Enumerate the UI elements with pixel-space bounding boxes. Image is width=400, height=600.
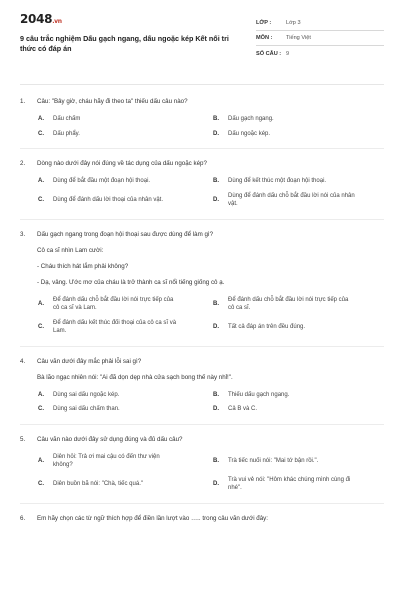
option-c[interactable]	[38, 192, 209, 209]
option-text: Dùng sai dấu ngoặc kép.	[53, 391, 120, 398]
question-number: 2.	[20, 160, 26, 167]
answer-options	[20, 391, 384, 414]
option-key: D.	[213, 130, 219, 137]
question-passage-line: Cô ca sĩ nhìn Lam cười:	[37, 246, 104, 254]
option-key: A.	[38, 300, 44, 307]
question-text: Câu: "Bây giờ, cháu hãy đi theo ta" thiếu dấu câu nào?	[37, 98, 188, 105]
question-text: Câu văn dưới đây mắc phải lỗi sai gì?	[37, 357, 142, 365]
question-3	[20, 230, 384, 336]
option-a[interactable]	[38, 115, 209, 124]
question-number: 6.	[20, 514, 26, 522]
question-2	[20, 159, 384, 209]
option-text: Cả B và C.	[228, 406, 258, 412]
header	[20, 12, 384, 82]
question-text: Dòng nào dưới đây nói đúng về tác dụng của dấu ngoặc kép?	[37, 160, 207, 167]
question-number: 3.	[20, 230, 26, 238]
option-b[interactable]	[213, 296, 384, 313]
option-key: B.	[213, 116, 219, 122]
question-number: 5.	[20, 435, 26, 443]
option-b[interactable]	[213, 391, 384, 400]
meta-value: Lớp 3	[286, 20, 301, 26]
option-key: A.	[38, 391, 44, 398]
question-4	[20, 357, 384, 414]
option-text: Dùng sai dấu chấm than.	[53, 406, 120, 412]
option-c[interactable]	[38, 319, 209, 336]
option-c[interactable]	[38, 405, 209, 414]
question-separator	[20, 148, 384, 149]
option-key: D.	[213, 406, 219, 412]
logo-main: 2048	[20, 12, 53, 26]
option-text: Dấu chấm	[53, 116, 81, 122]
meta-row	[256, 46, 384, 61]
option-c[interactable]	[38, 476, 209, 493]
option-c[interactable]	[38, 130, 209, 139]
option-text: Dấu phẩy.	[53, 130, 80, 137]
option-key: C.	[38, 323, 44, 330]
meta-row	[256, 31, 384, 46]
option-text: Dùng để đánh dấu lời thoại của nhân vật.	[53, 196, 164, 203]
site-logo[interactable]	[20, 12, 235, 26]
option-text: Dùng để kết thúc một đoạn hội thoại.	[228, 178, 327, 184]
option-d[interactable]	[213, 476, 384, 493]
option-key: D.	[213, 196, 219, 203]
question-passage-line: - Cháu thích hát lắm phải không?	[37, 262, 129, 270]
option-text: Dấu gạch ngang.	[228, 116, 274, 122]
question-list	[20, 97, 384, 523]
question-separator	[20, 503, 384, 504]
meta-row	[256, 16, 384, 31]
option-key: C.	[38, 196, 44, 203]
option-key: B.	[213, 457, 219, 464]
meta-key: LỚP :	[256, 20, 272, 26]
option-b[interactable]	[213, 453, 384, 470]
option-key: B.	[213, 178, 219, 184]
option-a[interactable]	[38, 177, 209, 186]
option-key: C.	[38, 480, 44, 487]
option-b[interactable]	[213, 115, 384, 124]
header-left	[20, 12, 235, 82]
document-title: 9 câu trắc nghiệm Dấu gạch ngang, dấu ngoặc kép Kết nối tri thức có đáp án	[20, 34, 229, 53]
meta-value: 9	[286, 50, 290, 57]
option-d[interactable]	[213, 192, 384, 209]
question-separator	[20, 346, 384, 347]
option-text: Trà vui vẻ nói: "Hôm khác chúng mình cùng đi nhé".	[228, 476, 351, 491]
meta-key: SỐ CÂU :	[256, 50, 282, 57]
question-text: Em hãy chọn các từ ngữ thích hợp để điền lần lượt vào ….. trong câu văn dưới đây:	[37, 514, 268, 522]
option-text: Để đánh dấu kết thúc đối thoại của cô ca sĩ và Lam.	[53, 319, 177, 334]
question-stem	[20, 230, 384, 239]
option-key: A.	[38, 178, 44, 184]
option-text: Thiếu dấu gạch ngang.	[228, 391, 290, 398]
option-text: Diên buồn bã nói: "Chà, tiếc quá."	[53, 480, 143, 487]
option-key: B.	[213, 391, 219, 398]
option-key: C.	[38, 130, 44, 137]
answer-options	[20, 296, 384, 336]
option-b[interactable]	[213, 177, 384, 186]
option-key: B.	[213, 300, 219, 307]
option-d[interactable]	[213, 405, 384, 414]
question-number: 1.	[20, 98, 26, 105]
option-a[interactable]	[38, 391, 209, 400]
question-passage-line: - Dạ, vâng. Ước mơ của cháu là trở thành ca sĩ nổi tiếng giống cô ạ.	[37, 278, 225, 286]
option-d[interactable]	[213, 319, 384, 336]
option-text: Để đánh dấu chỗ bắt đầu lời nói trực tiếp của cô ca sĩ và Lam.	[53, 296, 174, 311]
option-a[interactable]	[38, 296, 209, 313]
option-key: D.	[213, 480, 219, 487]
question-5	[20, 435, 384, 493]
answer-options	[20, 453, 384, 493]
option-text: Trà tiếc nuối nói: "Mai tớ bận rồi.".	[228, 457, 319, 464]
option-text: Tất cả đáp án trên đều đúng.	[228, 323, 306, 330]
answer-options	[20, 115, 384, 138]
option-a[interactable]	[38, 453, 209, 470]
option-d[interactable]	[213, 130, 384, 139]
option-key: D.	[213, 323, 219, 330]
meta-value: Tiếng Việt	[286, 35, 311, 41]
meta-table	[256, 16, 384, 82]
option-key: C.	[38, 406, 44, 412]
question-stem	[20, 514, 384, 523]
question-1	[20, 97, 384, 138]
option-text: Diên hỏi: Trả ơi mai cậu có đến thư viện không?	[53, 453, 160, 468]
question-separator	[20, 424, 384, 425]
logo-tld: .vn	[52, 18, 62, 25]
header-divider	[20, 84, 384, 85]
option-key: A.	[38, 457, 44, 464]
question-stem	[20, 357, 384, 366]
question-stem	[20, 159, 384, 168]
question-stem	[20, 97, 384, 106]
question-6	[20, 514, 384, 523]
question-stem	[20, 435, 384, 444]
option-text: Dấu ngoặc kép.	[228, 130, 271, 137]
option-key: A.	[38, 116, 44, 122]
meta-key: MÔN :	[256, 35, 273, 41]
question-separator	[20, 219, 384, 220]
option-text: Để đánh dấu chỗ bắt đầu lời nói trực tiếp của cô ca sĩ.	[228, 296, 349, 311]
question-text: Câu văn nào dưới đây sử dụng đúng và đủ dấu câu?	[37, 435, 183, 443]
option-text: Dùng để bắt đầu một đoạn hội thoại.	[53, 178, 151, 184]
question-number: 4.	[20, 357, 26, 365]
option-text: Dùng để đánh dấu chỗ bắt đầu lời nói của nhân vật.	[228, 192, 355, 207]
answer-options	[20, 177, 384, 209]
question-passage-line: Bà lão ngạc nhiên nói: "Ai đã dọn dẹp nhà cửa sạch bong thế này nhỉ!".	[37, 373, 233, 381]
question-text: Dấu gạch ngang trong đoạn hội thoại sau được dùng để làm gì?	[37, 230, 214, 238]
